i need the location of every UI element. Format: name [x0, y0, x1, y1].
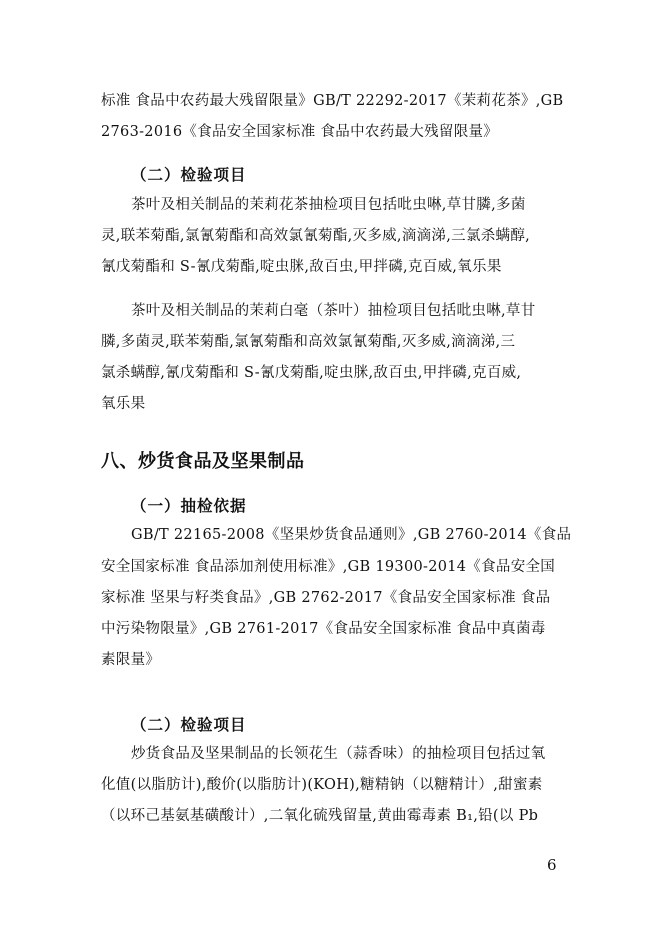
- section-heading-inspection-items-2: （二）检验项目: [131, 716, 247, 734]
- paragraph-line: （以环己基氨基磺酸计）,二氧化硫残留量,黄曲霉毒素 B₁,铅(以 Pb: [101, 808, 539, 824]
- paragraph-line: 中污染物限量》,GB 2761-2017《食品安全国家标准 食品中真菌毒: [101, 621, 546, 637]
- paragraph-line: 灵,联苯菊酯,氯氰菊酯和高效氯氰菊酯,灭多威,滴滴涕,三氯杀螨醇,: [101, 228, 531, 244]
- paragraph-line: 标准 食品中农药最大残留限量》GB/T 22292-2017《茉莉花茶》,GB: [101, 93, 564, 109]
- paragraph-line: GB/T 22165-2008《坚果炒货食品通则》,GB 2760-2014《食品: [131, 527, 572, 543]
- paragraph-line: 茶叶及相关制品的茉莉白毫（茶叶）抽检项目包括吡虫啉,草甘: [131, 303, 536, 319]
- chapter-heading: 八、炒货食品及坚果制品: [101, 451, 305, 472]
- paragraph-line: 安全国家标准 食品添加剂使用标准》,GB 19300-2014《食品安全国: [101, 559, 556, 575]
- section-heading-basis: （一）抽检依据: [131, 497, 247, 515]
- page-number: 6: [547, 856, 557, 874]
- paragraph-line: 家标准 坚果与籽类食品》,GB 2762-2017《食品安全国家标准 食品: [101, 590, 551, 606]
- section-heading-inspection-items: （二）检验项目: [131, 166, 247, 184]
- paragraph-line: 膦,多菌灵,联苯菊酯,氯氰菊酯和高效氯氰菊酯,灭多威,滴滴涕,三: [101, 334, 516, 350]
- paragraph-line: 茶叶及相关制品的茉莉花茶抽检项目包括吡虫啉,草甘膦,多菌: [131, 197, 526, 213]
- paragraph-line: 氯杀螨醇,氰戊菊酯和 S-氰戊菊酯,啶虫脒,敌百虫,甲拌磷,克百威,: [101, 365, 522, 381]
- paragraph-line: 炒货食品及坚果制品的长领花生（蒜香味）的抽检项目包括过氧: [131, 746, 546, 762]
- paragraph-line: 氧乐果: [101, 396, 146, 412]
- paragraph-line: 氰戊菊酯和 S-氰戊菊酯,啶虫脒,敌百虫,甲拌磷,克百威,氧乐果: [101, 259, 502, 275]
- paragraph-line: 2763-2016《食品安全国家标准 食品中农药最大残留限量》: [101, 124, 499, 140]
- paragraph-line: 素限量》: [101, 652, 161, 668]
- paragraph-line: 化值(以脂肪计),酸价(以脂肪计)(KOH),糖精钠（以糖精计）,甜蜜素: [101, 777, 543, 793]
